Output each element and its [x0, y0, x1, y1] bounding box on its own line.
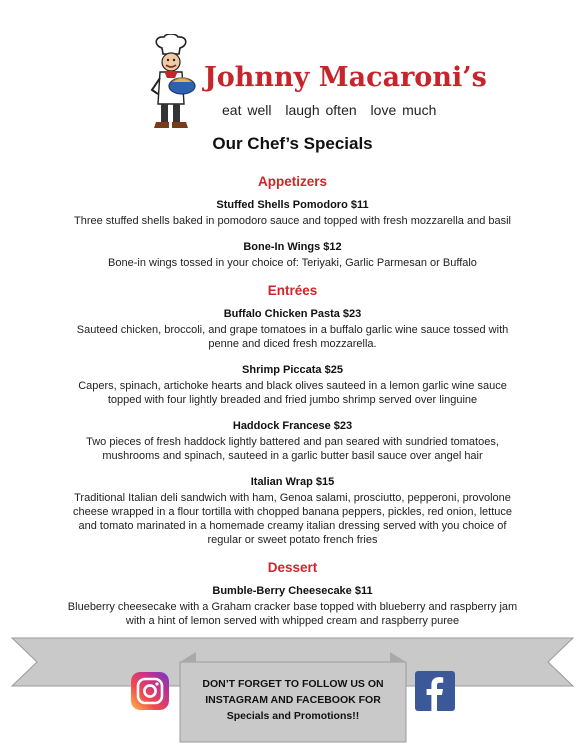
- item-description: Sauteed chicken, broccoli, and grape tomatoes in a buffalo garlic wine sauce tossed with penne and diced fresh mozzarella.: [76, 324, 509, 350]
- page-title: Our Chef’s Specials: [212, 134, 373, 153]
- follow-line: DON’T FORGET TO FOLLOW US ON: [202, 678, 384, 690]
- section-heading: Entrées: [267, 283, 318, 298]
- item-description: Blueberry cheesecake with a Graham cracker base topped with blueberry and raspberry jam with a hint of lemon served with whipped cream and raspberry puree: [67, 601, 518, 627]
- item-description: Three stuffed shells baked in pomodoro sauce and topped with fresh mozzarella and basil: [73, 215, 511, 227]
- tagline-part: love much: [370, 102, 437, 118]
- chef-mascot-icon: [148, 34, 200, 132]
- menu-item: [0, 420, 585, 463]
- item-description: Two pieces of fresh haddock lightly battered and pan seared with sundried tomatoes, mushrooms and spinach, sauteed in a garlic butter basil sauce over angel hair: [86, 436, 499, 462]
- tagline-part: eat well: [222, 102, 272, 118]
- follow-line: Specials and Promotions!!: [226, 710, 360, 722]
- item-name: Shrimp Piccata $25: [242, 364, 343, 376]
- instagram-icon[interactable]: [131, 672, 169, 710]
- section-heading: Dessert: [267, 560, 318, 575]
- item-name: Bumble-Berry Cheesecake $11: [212, 585, 373, 597]
- item-description: Traditional Italian deli sandwich with ham, Genoa salami, prosciutto, pepperoni, provolone cheese wrapped in a flour tortilla with chopped banana peppers, pickles, red onion, lettuce and tomato marinated in a homemade creamy italian dressing served with you choice of regular or sweet potato french fries: [72, 492, 513, 546]
- brand-name: Johnny Macaroni’s: [204, 62, 487, 93]
- menu-item: [0, 308, 585, 351]
- menu-item: [0, 585, 585, 628]
- menu-item: [0, 364, 585, 407]
- facebook-icon[interactable]: [415, 671, 455, 711]
- menu-section-dessert: [0, 560, 585, 628]
- item-name: Stuffed Shells Pomodoro $11: [216, 199, 369, 211]
- follow-line: INSTAGRAM AND FACEBOOK FOR: [205, 694, 381, 706]
- menu-item: [0, 241, 585, 270]
- social-footer: [0, 628, 585, 749]
- tagline-part: laugh often: [285, 102, 357, 118]
- menu-item: [0, 199, 585, 228]
- item-name: Buffalo Chicken Pasta $23: [223, 308, 362, 320]
- section-heading: Appetizers: [257, 174, 328, 189]
- follow-message: [180, 662, 406, 742]
- menu-item: [0, 476, 585, 547]
- menu-content: [0, 170, 585, 641]
- item-name: Bone-In Wings $12: [243, 241, 342, 253]
- logo: [148, 34, 487, 134]
- item-description: Capers, spinach, artichoke hearts and black olives sauteed in a lemon garlic wine sauce topped with four lightly breaded and fried jumbo shrimp served over linguine: [78, 380, 507, 406]
- item-name: Haddock Francese $23: [232, 420, 353, 432]
- menu-section-entrees: [0, 283, 585, 547]
- item-name: Italian Wrap $15: [250, 476, 335, 488]
- tagline: [222, 102, 444, 118]
- menu-section-appetizers: [0, 174, 585, 270]
- item-description: Bone-in wings tossed in your choice of: Teriyaki, Garlic Parmesan or Buffalo: [108, 257, 477, 269]
